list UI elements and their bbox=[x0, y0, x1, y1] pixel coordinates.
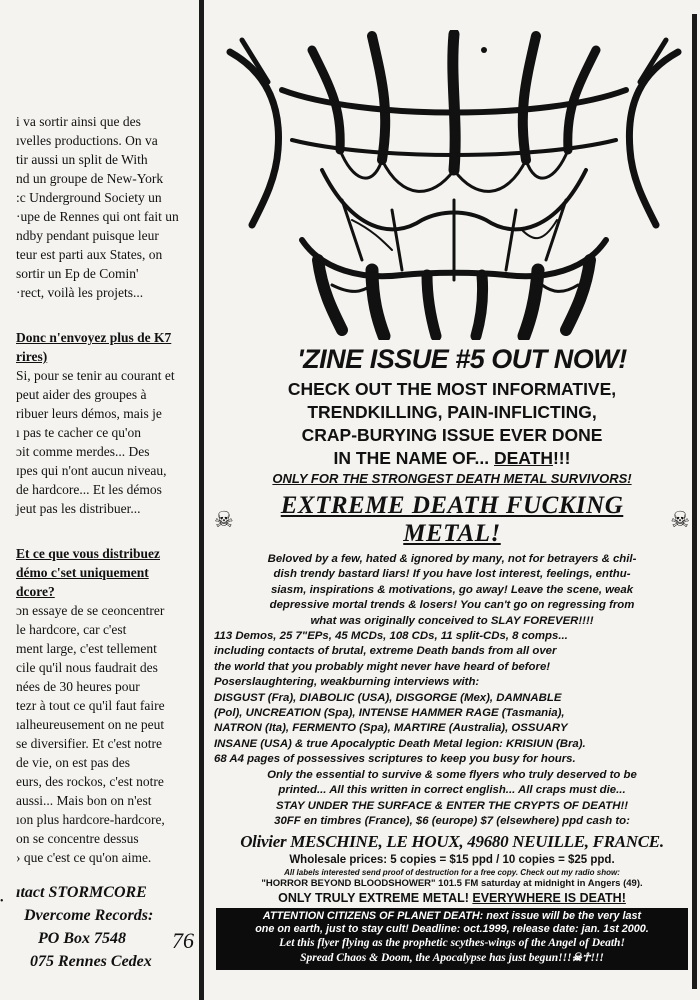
text-line: NATRON (Ita), FERMENTO (Spa), MARTIRE (Australia), OSSUARY bbox=[214, 722, 568, 735]
gothic-line: Let this flyer flying as the prophetic scythes-wings of the Angel of Death! bbox=[279, 937, 625, 950]
text-line: ɪpes qui n'ont aucun niveau, bbox=[16, 463, 167, 478]
contact-line: PO Box 7548 bbox=[38, 930, 126, 947]
mailing-address: Olivier MESCHINE, LE HOUX, 49680 NEUILLE, FRANCE. bbox=[240, 832, 664, 852]
labels-note: All labels interested send proof of destruction for a free copy. Check out my radio show: bbox=[284, 868, 620, 878]
text-line: ndby pendant puisque leur bbox=[16, 228, 159, 243]
page-gutter-divider bbox=[199, 0, 204, 1000]
text-line: le hardcore, car c'est bbox=[16, 622, 127, 637]
text-line: what was originally conceived to SLAY FOREVER!!!! bbox=[310, 614, 594, 627]
text-line: DISGUST (Fra), DIABOLIC (USA), DISGORGE (Mex), DAMNABLE bbox=[214, 691, 562, 704]
checkout-line bbox=[214, 447, 690, 470]
text-line: Beloved by a few, hated & ignored by many, not for betrayers & chil- bbox=[267, 553, 637, 565]
interview-question: rires) bbox=[16, 349, 48, 364]
text-line: ɔn essaye de se ceoncentrer bbox=[16, 603, 165, 618]
strongest-tagline: ONLY FOR THE STRONGEST DEATH METAL SURVIVORS! bbox=[272, 471, 632, 486]
text-line: tir aussi un split de With bbox=[16, 152, 148, 167]
text-line: peut aider des groupes à bbox=[16, 387, 147, 402]
text-line: dish trendy bastard liars! If you have lost interest, feelings, enthu- bbox=[273, 568, 631, 581]
text-line: ıon plus hardcore-hardcore, bbox=[16, 812, 165, 827]
issue-headline: 'ZINE ISSUE #5 OUT NOW! bbox=[297, 344, 627, 374]
text-line: Poserslaughtering, weakburning interviews with: bbox=[214, 676, 480, 689]
text-line: ·rect, voilà les projets... bbox=[16, 285, 144, 300]
text-line: ·upe de Rennes qui ont fait un bbox=[16, 209, 179, 224]
text-line: including contacts of brutal, extreme Death bands from all over bbox=[214, 645, 557, 658]
zine-flyer bbox=[214, 342, 690, 970]
text-line: aussi... Mais bon on n'est bbox=[16, 793, 152, 808]
interview-question: dcore? bbox=[16, 584, 55, 599]
text-line: sortir un Ep de Comin' bbox=[16, 266, 139, 281]
interview-question: démo c'set uniquement bbox=[16, 565, 149, 580]
contact-block bbox=[16, 881, 188, 973]
checkout-line: CHECK OUT THE MOST INFORMATIVE, bbox=[287, 379, 617, 399]
text-line: jeut pas les distribuer... bbox=[16, 501, 141, 516]
text-line: ıvelles productions. On va bbox=[16, 133, 158, 148]
text-line: on se concentre dessus bbox=[16, 831, 139, 846]
interview-answer bbox=[16, 601, 188, 867]
skull-icon: ☠ bbox=[670, 507, 690, 532]
text-line: 30FF en timbres (France), $6 (europe) $7 (elsewhere) ppd cash to: bbox=[274, 814, 630, 827]
checkout-line: TRENDKILLING, PAIN-INFLICTING, bbox=[307, 402, 597, 422]
crop-mark: • bbox=[0, 896, 4, 907]
checkout-prefix: IN THE NAME OF... bbox=[333, 448, 494, 468]
interview-answer bbox=[16, 366, 188, 518]
text-line: de hardcore... Et les démos bbox=[16, 482, 162, 497]
wholesale-prices: Wholesale prices: 5 copies = $15 ppd / 10 copies = $25 ppd. bbox=[289, 854, 615, 867]
text-line: printed... All this written in correct english... All craps must die... bbox=[278, 784, 626, 797]
band-logo bbox=[222, 30, 686, 340]
text-line: nd un groupe de New-York bbox=[16, 171, 164, 186]
checkout-death: DEATH bbox=[493, 448, 553, 468]
checkout-line: CRAP-BURYING ISSUE EVER DONE bbox=[301, 425, 603, 445]
attention-box bbox=[216, 908, 688, 970]
edfm-title: EXTREME DEATH FUCKING METAL! bbox=[280, 492, 624, 547]
gothic-line: Spread Chaos & Doom, the Apocalypse has just begun!!!☠☥!!! bbox=[300, 952, 604, 965]
text-line: ment large, c'est tellement bbox=[16, 641, 157, 656]
interview-column bbox=[16, 112, 188, 973]
text-line: ribuer leurs démos, mais je bbox=[16, 406, 162, 421]
flyer-right-border bbox=[692, 14, 697, 989]
only-truly-line bbox=[214, 890, 690, 906]
text-line: STAY UNDER THE SURFACE & ENTER THE CRYPTS OF DEATH!! bbox=[275, 799, 629, 812]
text-line: INSANE (USA) & true Apocalyptic Death Metal legion: KRISIUN (Bra). bbox=[214, 737, 586, 750]
text-line: the world that you probably might never have heard of before! bbox=[214, 660, 551, 673]
text-line: ı pas te cacher ce qu'on bbox=[16, 425, 141, 440]
text-line: Only the essential to survive & some flyers who truly deserved to be bbox=[267, 768, 637, 781]
text-line: eurs, des rockos, c'est notre bbox=[16, 774, 164, 789]
text-line: ıalheureusement on ne peut bbox=[16, 717, 165, 732]
text-line: de vie, on est pas des bbox=[16, 755, 130, 770]
text-line: :c Underground Society un bbox=[16, 190, 162, 205]
page-number: 76 bbox=[172, 928, 194, 953]
text-line: 113 Demos, 25 7"EPs, 45 MCDs, 108 CDs, 11 split-CDs, 8 comps... bbox=[214, 630, 568, 643]
attention-line: one on earth, just to stay cult! Deadline: oct.1999, release date: jan. 1st 2000. bbox=[255, 923, 649, 936]
text-line: teur est parti aux States, on bbox=[16, 247, 163, 262]
checkout-block bbox=[214, 378, 690, 470]
contact-line: ıtact STORMCORE bbox=[16, 884, 147, 901]
interview-question: Et ce que vous distribuez bbox=[16, 546, 161, 561]
text-line: tezr à tout ce qu'il faut faire bbox=[16, 698, 165, 713]
interview-intro bbox=[16, 112, 188, 302]
text-line: depressive mortal trends & losers! You can't go on regressing from bbox=[269, 599, 635, 612]
radio-show: "HORROR BEYOND BLOODSHOWER" 101.5 FM saturday at midnight in Angers (49). bbox=[261, 878, 643, 890]
text-line: i va sortir ainsi que des bbox=[16, 114, 141, 129]
text-line: ɔit comme merdes... Des bbox=[16, 444, 150, 459]
interview-question: Donc n'envoyez plus de K7 bbox=[16, 330, 172, 345]
text-line: Si, pour se tenir au courant et bbox=[16, 368, 175, 383]
skull-icon: ☠ bbox=[214, 507, 234, 532]
checkout-suffix: !!! bbox=[552, 448, 571, 468]
text-line: siasm, inspirations & motivations, go away! Leave the scene, weak bbox=[270, 583, 634, 596]
flyer-blurb bbox=[214, 552, 690, 829]
text-line: (Pol), UNCREATION (Spa), INTENSE HAMMER RAGE (Tasmania), bbox=[214, 707, 565, 720]
contact-line: Dvercome Records: bbox=[24, 907, 154, 924]
only-truly-underlined: EVERYWHERE IS DEATH! bbox=[472, 891, 626, 906]
text-line: › que c'est ce qu'on aime. bbox=[16, 850, 152, 865]
contact-line: 075 Rennes Cedex bbox=[30, 953, 152, 970]
text-line: 68 A4 pages of possessives scriptures to keep you busy for hours. bbox=[214, 753, 576, 766]
text-line: cile qu'il nous faudrait des bbox=[16, 660, 158, 675]
text-line: se diversifier. Et c'est notre bbox=[16, 736, 163, 751]
only-truly-prefix: ONLY TRULY EXTREME METAL! bbox=[278, 891, 473, 906]
text-line: nées de 30 heures pour bbox=[16, 679, 140, 694]
attention-line: ATTENTION CITIZENS OF PLANET DEATH: next issue will be the very last bbox=[262, 910, 642, 923]
edfm-banner bbox=[214, 492, 690, 548]
